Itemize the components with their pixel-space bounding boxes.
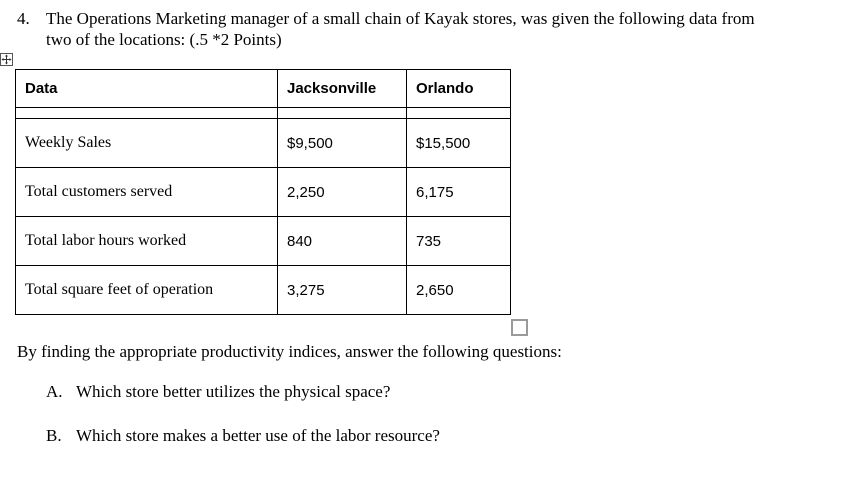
data-table (15, 69, 511, 315)
move-icon[interactable] (0, 53, 13, 66)
header-data: Data (16, 70, 278, 108)
instruction-text: By finding the appropriate productivity indices, answer the following questions: (17, 342, 562, 361)
cell-jacksonville: $9,500 (278, 119, 407, 168)
sub-question-b (0, 426, 851, 446)
sub-question-text: Which store makes a better use of the labor resource? (76, 426, 440, 445)
row-label: Total customers served (16, 168, 278, 217)
table-row (16, 119, 511, 168)
cell-jacksonville: 3,275 (278, 266, 407, 315)
row-label: Weekly Sales (16, 119, 278, 168)
table-row (16, 217, 511, 266)
sub-question-label: A. (46, 382, 63, 401)
header-orlando: Orlando (407, 70, 511, 108)
question-number: 4. (17, 9, 30, 28)
cell-orlando: 2,650 (407, 266, 511, 315)
cell-orlando: $15,500 (407, 119, 511, 168)
cell-jacksonville: 2,250 (278, 168, 407, 217)
resize-handle-icon[interactable] (511, 319, 528, 336)
row-label: Total square feet of operation (16, 266, 278, 315)
sub-question-label: B. (46, 426, 62, 445)
question-text-line-1: The Operations Marketing manager of a small chain of Kayak stores, was given the following data from (46, 9, 755, 28)
table-row (16, 168, 511, 217)
table-row (16, 266, 511, 315)
header-jacksonville: Jacksonville (278, 70, 407, 108)
row-label: Total labor hours worked (16, 217, 278, 266)
cell-jacksonville: 840 (278, 217, 407, 266)
table-header-row (16, 70, 511, 108)
cell-orlando: 6,175 (407, 168, 511, 217)
question-text-line-2: two of the locations: (.5 *2 Points) (46, 30, 282, 49)
sub-question-a (0, 382, 851, 402)
cell-orlando: 735 (407, 217, 511, 266)
sub-question-text: Which store better utilizes the physical space? (76, 382, 391, 401)
